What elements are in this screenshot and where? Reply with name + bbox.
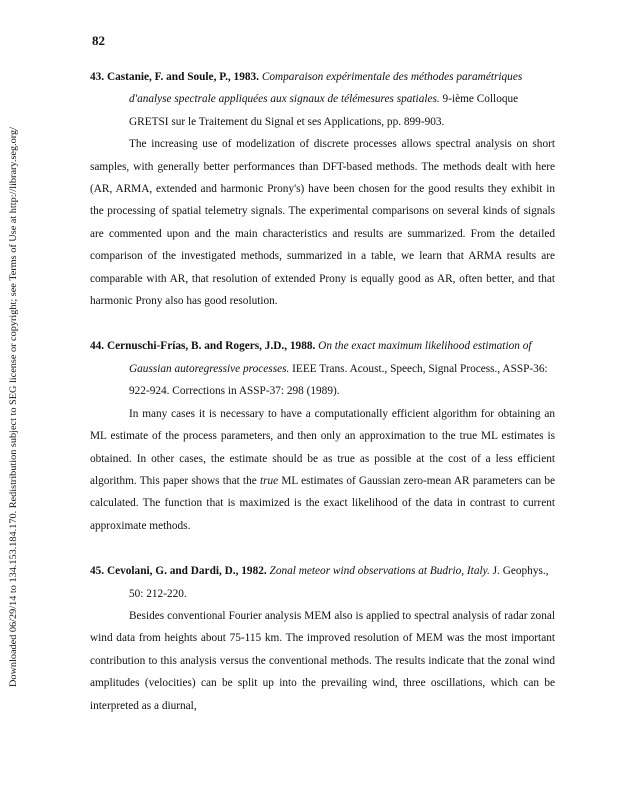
reference-title: On the exact maximum likelihood estimation of Gaussian autoregressive processes. bbox=[129, 340, 532, 375]
reference-abstract bbox=[90, 403, 555, 537]
reference-abstract: Besides conventional Fourier analysis MEM also is applied to spectral analysis of radar zonal wind data from heights about 75-115 km. The improved resolution of MEM was the most important contribution to this analysis versus the conventional methods. The results indicate that the zonal wind amplitudes (velocities) can be split up into the prevailing wind, three oscillations, which can be interpreted as a diurnal, bbox=[90, 609, 555, 712]
reference-abstract: The increasing use of modelization of discrete processes allows spectral analysis on short samples, with generally better performances than DFT-based methods. The methods dealt with here (AR, ARMA, extended and harmonic Prony's) have been chosen for the good results they exhibit in the processing of spatial telemetry signals. The experimental comparisons on several kinds of signals are commented upon and the main characteristics and results are summarized. From the detailed comparison of the investigated methods, summarized in a table, we learn that ARMA results are comparable with AR, that resolution of extended Prony is equally good as AR, often better, and that harmonic Prony also has good resolution. bbox=[90, 138, 555, 308]
reference-citation bbox=[90, 335, 555, 402]
download-notice-rotated bbox=[3, 122, 21, 692]
abstract-text: In many cases it is necessary to have a computationally efficient algorithm for obtaining an ML estimate of the process parameters, and then only an approximation to the true ML estimates is obtained. In other cases, the estimate should be as true as possible at the cost of a less efficient algorithm. This paper shows that the bbox=[90, 407, 555, 487]
reference-authors: Cernuschi-Frías, B. and Rogers, J.D., 1988. bbox=[106, 340, 316, 353]
reference-citation bbox=[90, 560, 555, 605]
abstract-text: ML estimates of Gaussian zero-mean AR parameters can be calculated. The function that is maximized is the exact likelihood of the data in contrast to current approximate methods. bbox=[90, 474, 555, 532]
reference-number: 45. bbox=[90, 565, 105, 578]
reference-title: Comparaison expérimentale des méthodes paramétriques d'analyse spectrale appliquées aux signaux de télémesures spatiales. bbox=[129, 71, 523, 106]
reference-entry-44 bbox=[90, 335, 555, 537]
reference-citation bbox=[90, 66, 555, 133]
reference-title: Zonal meteor wind observations at Budrio, Italy. bbox=[269, 565, 490, 578]
reference-entry-43 bbox=[90, 66, 555, 312]
download-notice bbox=[3, 122, 21, 692]
download-notice-text: Downloaded 06/29/14 to 134.153.184.170. Redistribution subject to SEG license or copyright; see Terms of Use at http://library.seg.org/ bbox=[9, 174, 19, 687]
reference-authors: Cevolani, G. and Dardi, D., 1982. bbox=[106, 565, 267, 578]
abstract-emphasis: true bbox=[259, 474, 279, 487]
reference-source: J. Geophys., 50: 212-220. bbox=[129, 565, 549, 600]
reference-source: 9-ième Colloque GRETSI sur le Traitement du Signal et ses Applications, pp. 899-903. bbox=[129, 93, 519, 128]
reference-number: 43. bbox=[90, 71, 105, 83]
reference-entry-45 bbox=[90, 560, 555, 717]
reference-authors: Castanie, F. and Soule, P., 1983. bbox=[106, 71, 259, 83]
reference-number: 44. bbox=[90, 340, 105, 353]
reference-source: IEEE Trans. Acoust., Speech, Signal Process., ASSP-36: 922-924. Corrections in ASSP-37: 298 (1989). bbox=[129, 362, 548, 398]
page-number: 82 bbox=[92, 33, 105, 48]
reference-list bbox=[90, 66, 555, 740]
